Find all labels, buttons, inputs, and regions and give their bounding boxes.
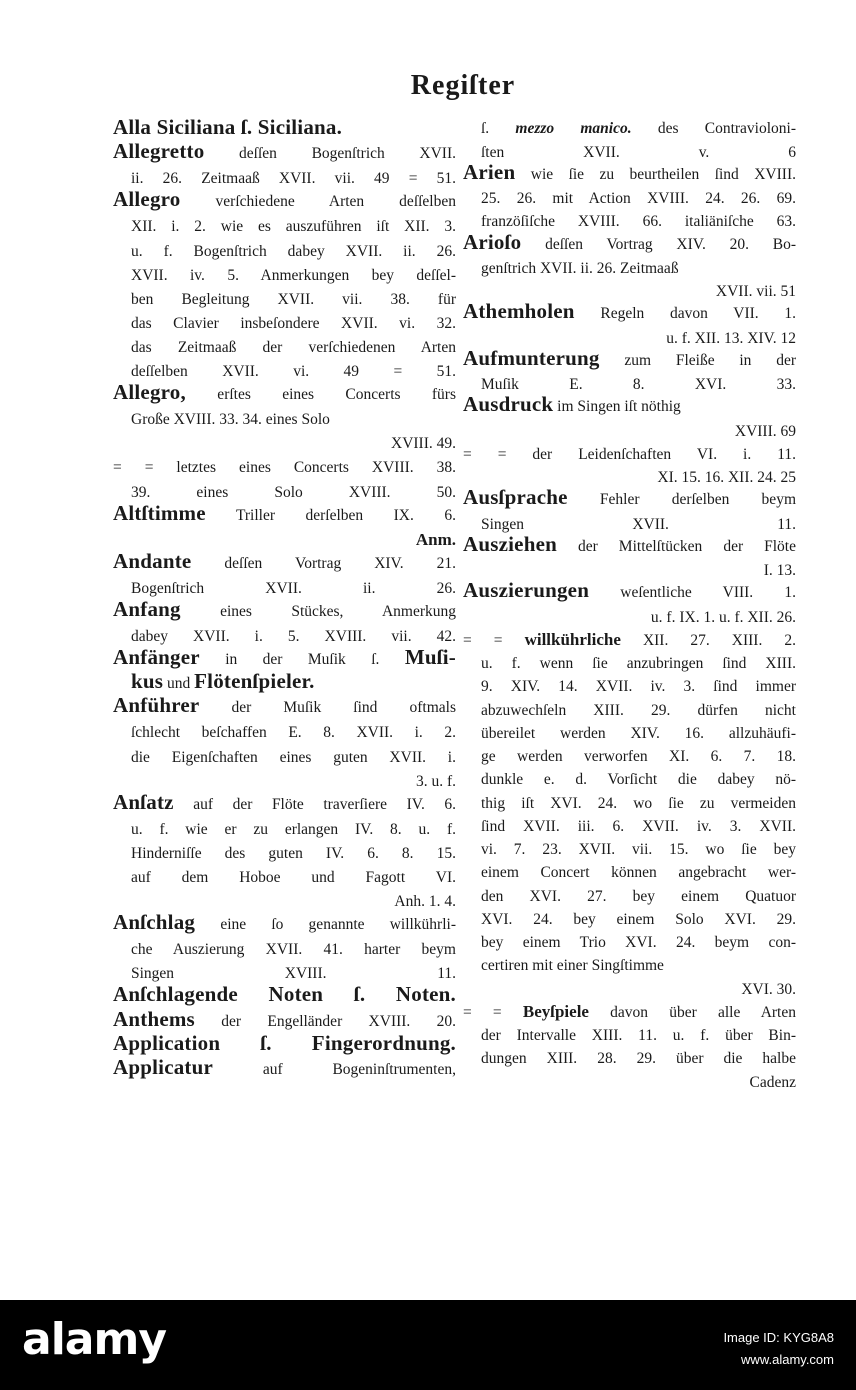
index-line — [113, 357, 456, 381]
index-headword: Alla Siciliana ſ. Siciliana. — [113, 115, 343, 140]
index-headword: Altſtimme — [113, 500, 206, 525]
index-entry-text: erſtes eines Concerts fürs — [185, 386, 456, 404]
index-line-text — [113, 549, 456, 574]
index-entry-text: übereilet werden XIV. 16. allzuhäufi- — [481, 724, 796, 742]
index-left-column — [113, 116, 456, 1080]
index-line-text — [113, 597, 456, 622]
index-line-text — [463, 485, 796, 510]
index-line-text — [481, 888, 796, 906]
index-line-text — [113, 115, 456, 140]
index-entry-text: = = — [463, 1003, 523, 1021]
index-line-text — [463, 630, 796, 650]
index-line-text — [481, 1050, 796, 1068]
index-headword: Anſatz — [113, 789, 174, 814]
index-headword: Arioſo — [463, 229, 522, 254]
index-headword: Ausdruck — [463, 392, 554, 417]
index-line — [463, 464, 796, 487]
index-line-text — [131, 170, 456, 188]
index-line-text — [463, 981, 796, 999]
index-line — [463, 278, 796, 301]
index-line-text — [131, 628, 456, 646]
index-entry-text: Singen XVIII. 11. — [131, 965, 456, 983]
page-title: Regiſter — [410, 70, 516, 101]
index-line-text — [131, 580, 456, 598]
index-entry-text: XVI. 30. — [741, 980, 796, 998]
index-entry-text: einem Concert können angebracht wer- — [481, 864, 796, 882]
index-line-text — [481, 748, 796, 766]
index-line — [113, 791, 456, 815]
index-line-text — [131, 291, 456, 309]
index-line — [463, 906, 796, 929]
index-entry-text: zum Fleiße in der — [599, 351, 796, 369]
index-headword: Anſchlagende Noten ſ. Noten. — [113, 982, 456, 1007]
index-right-column — [463, 115, 796, 1092]
index-line-text — [463, 446, 796, 464]
index-line — [463, 952, 796, 975]
index-entry-text: = = der Leidenſchaften VI. i. 11. — [463, 445, 796, 463]
alamy-logo: alamy — [22, 1314, 166, 1365]
index-entry-text: weſentliche VIII. 1. — [589, 584, 796, 602]
index-line-text — [481, 771, 796, 789]
index-line — [463, 159, 796, 185]
index-line-text — [481, 655, 796, 673]
index-entry-text: ſten XVII. v. 6 — [481, 143, 796, 161]
index-line — [463, 255, 796, 278]
index-line — [113, 212, 456, 236]
index-line — [463, 789, 796, 812]
index-line-text — [463, 578, 796, 603]
index-line-text — [113, 645, 456, 670]
index-line — [113, 261, 456, 285]
index-entry-text: franzöſiſche XVIII. 66. italiäniſche 63. — [481, 213, 796, 231]
index-entry-text: auf Bogeninſtrumenten, — [213, 1060, 456, 1078]
index-subheadword: Anm. — [415, 529, 456, 549]
index-entry-text: ſchlecht beſchaffen E. 8. XVII. i. 2. — [131, 724, 456, 742]
index-line — [113, 646, 456, 670]
index-line — [113, 1007, 456, 1031]
index-line-text — [131, 411, 456, 429]
index-line — [113, 767, 456, 791]
index-line — [113, 453, 456, 477]
index-line-text — [131, 941, 456, 959]
index-entry-text: XII. i. 2. wie es auszuführen iſt XII. 3. — [131, 218, 456, 236]
index-entry-text: den XVI. 27. bey einem Quatuor — [481, 887, 796, 905]
index-entry-text: ii. 26. Zeitmaaß XVII. vii. 49 = 51. — [131, 170, 456, 188]
index-line — [113, 236, 456, 260]
index-entry-text: verſchiedene Arten deſſelben — [180, 193, 456, 211]
index-line — [463, 882, 796, 905]
index-entry-text: deſſen Vortrag XIV. 21. — [191, 554, 456, 572]
index-entry-text: u. f. wenn ſie anzubringen ſind XIII. — [481, 655, 796, 672]
index-line — [113, 622, 456, 646]
index-entry-text: eines Stückes, Anmerkung — [180, 602, 456, 620]
index-line-text — [113, 693, 456, 718]
index-line-text — [131, 484, 456, 502]
index-line — [463, 1022, 796, 1045]
index-entry-text: genſtrich XVII. ii. 26. Zeitmaaß — [481, 259, 679, 277]
index-line — [113, 815, 456, 839]
index-line — [463, 324, 796, 347]
index-line — [113, 333, 456, 357]
index-headword: Anfänger — [113, 645, 200, 670]
index-headword: Allegretto — [113, 139, 205, 164]
index-line — [463, 743, 796, 766]
index-entry-text: deſſen Vortrag XIV. 20. Bo- — [521, 235, 796, 253]
index-headword: Anthems — [113, 1006, 195, 1031]
index-line — [463, 766, 796, 789]
index-line — [463, 185, 796, 208]
index-line — [113, 164, 456, 188]
index-entry-text: ſind XVII. iii. 6. XVII. iv. 3. XVII. — [481, 817, 796, 835]
index-line-text — [131, 243, 456, 261]
index-line — [463, 417, 796, 440]
index-headword: Aufmunterung — [463, 345, 600, 370]
index-entry-text: eine ſo genannte willkührli- — [195, 916, 456, 934]
index-entry-text: ben Begleitung XVII. vii. 38. für — [131, 290, 456, 308]
index-entry-text: der Mittelſtücken der Flöte — [556, 537, 796, 555]
index-line-text — [131, 724, 456, 742]
index-entry-text: davon über alle Arten — [588, 1003, 796, 1021]
index-line-text — [463, 532, 796, 557]
image-id-label: Image ID: KYG8A8 — [723, 1330, 834, 1345]
index-line — [113, 116, 456, 140]
index-line-text — [463, 299, 796, 324]
index-line-text — [481, 957, 796, 975]
index-line-text — [463, 346, 796, 371]
index-entry-text: bey einem Trio XVI. 24. beym con- — [481, 934, 796, 951]
index-line — [463, 138, 796, 161]
index-line-text — [131, 845, 456, 863]
index-entry-text: XI. 15. 16. XII. 24. 25 — [657, 469, 796, 486]
index-line-text — [481, 841, 796, 859]
index-entry-text: = = letztes eines Concerts XVIII. 38. — [113, 459, 456, 477]
index-entry-text: 25. 26. mit Action XVIII. 24. 26. 69. — [481, 190, 796, 207]
index-line-text — [131, 821, 456, 839]
index-entry-text: certiren mit einer Singſtimme — [481, 957, 664, 975]
index-entry-text: I. 13. — [763, 562, 796, 579]
index-line — [463, 115, 796, 138]
index-headword: Arien — [463, 159, 516, 184]
index-headword: Ausziehen — [463, 531, 557, 556]
index-headword: Anfang — [113, 596, 181, 621]
index-line-text — [131, 749, 456, 767]
index-line — [463, 627, 796, 650]
index-entry-text: wie ſie zu beurtheilen ſind XVIII. — [515, 165, 796, 183]
index-line — [463, 208, 796, 231]
index-line-text — [481, 818, 796, 836]
index-line-text — [481, 702, 796, 720]
index-headword: Anführer — [113, 693, 200, 718]
index-entry-text: XVIII. 49. — [391, 435, 456, 453]
index-line-text — [113, 501, 456, 526]
index-line-text — [131, 965, 456, 983]
index-entry-text: auf dem Hoboe und Fagott VI. — [131, 869, 456, 886]
index-entry-text: Regeln davon VII. 1. — [574, 305, 796, 323]
index-line-text — [131, 339, 456, 357]
index-entry-text: Hinderniſſe des guten IV. 6. 8. 15. — [131, 844, 456, 862]
index-line — [463, 650, 796, 673]
index-entry-text: ſ. — [481, 120, 516, 138]
index-entry-text: XVII. iv. 5. Anmerkungen bey deſſel- — [131, 266, 456, 284]
index-line — [463, 1045, 796, 1068]
index-line — [463, 859, 796, 882]
index-subheadword: Beyſpiele — [522, 1001, 589, 1021]
index-line — [463, 929, 796, 952]
index-entry-text: Singen XVII. 11. — [481, 515, 796, 533]
index-headword: Auszierungen — [463, 578, 590, 603]
index-line-text — [113, 459, 456, 477]
index-line — [113, 188, 456, 212]
index-line-text — [463, 160, 796, 185]
index-line-text — [131, 267, 456, 285]
index-entry-text: u. f. XII. 13. XIV. 12 — [666, 329, 796, 347]
index-line-text — [481, 260, 796, 278]
index-headword: Andante — [113, 548, 192, 573]
index-entry-text: che Auszierung XVII. 41. harter beym — [131, 941, 456, 959]
index-entry-text: das Zeitmaaß der verſchiedenen Arten — [131, 338, 456, 356]
index-line-text — [481, 120, 796, 138]
index-entry-text: 9. XIV. 14. XVII. iv. 3. ſind immer — [481, 678, 796, 696]
index-line — [113, 574, 456, 598]
index-line — [113, 598, 456, 622]
index-entry-text: 39. eines Solo XVIII. 50. — [131, 483, 456, 501]
index-line — [463, 975, 796, 998]
index-line — [113, 839, 456, 863]
index-line — [113, 309, 456, 333]
index-line-text — [113, 139, 456, 164]
index-line-text — [481, 678, 796, 696]
index-entry-text: dunkle e. d. Vorſicht die dabey nö- — [481, 771, 796, 789]
index-entry-text: das Clavier insbeſondere XVII. vi. 32. — [131, 314, 456, 332]
index-entry-text: XVIII. 69 — [734, 422, 796, 440]
index-entry-text: deſſelben XVII. vi. 49 = 51. — [131, 363, 456, 381]
index-line-text — [481, 934, 796, 952]
index-headword: Application ſ. Fingerordnung. — [113, 1030, 456, 1055]
index-line-text — [113, 790, 456, 815]
index-line — [463, 487, 796, 510]
index-line-text — [131, 315, 456, 333]
index-entry-text: und — [163, 675, 195, 693]
index-line-text — [131, 218, 456, 236]
index-entry-text: u. f. IX. 1. u. f. XII. 26. — [650, 608, 796, 626]
index-headword: Muſi- — [404, 645, 456, 670]
index-line — [113, 550, 456, 574]
index-line — [113, 670, 456, 694]
index-line — [113, 381, 456, 405]
index-line-text — [113, 982, 456, 1007]
index-line — [113, 477, 456, 501]
index-subheadword: willkührliche — [524, 629, 621, 649]
index-line-text — [481, 190, 796, 208]
index-line — [463, 999, 796, 1022]
index-entry-text: der Muſik ſind oftmals — [199, 699, 456, 717]
index-entry-text: im Singen iſt nöthig — [553, 398, 681, 416]
index-entry-text: Große XVIII. 33. 34. eines Solo — [131, 411, 330, 429]
index-line-text — [481, 795, 796, 813]
index-line — [463, 371, 796, 394]
index-line — [113, 526, 456, 550]
index-line — [113, 983, 456, 1007]
index-line — [113, 863, 456, 887]
index-line-text — [113, 530, 456, 550]
index-line — [463, 231, 796, 254]
index-line-text — [463, 1074, 796, 1092]
index-entry-text: thig iſt XVI. 24. wo ſie zu vermeiden — [481, 794, 796, 812]
index-entry-text: auf der Flöte traverſiere IV. 6. — [173, 795, 456, 813]
index-line — [463, 696, 796, 719]
index-entry-text: abzuwechſeln XIII. 29. dürfen nicht — [481, 701, 796, 719]
index-line-text — [463, 609, 796, 627]
index-headword: kus — [131, 669, 164, 694]
stock-watermark-banner — [0, 1300, 856, 1390]
index-line-text — [481, 1027, 796, 1045]
index-line — [463, 345, 796, 371]
index-line-text — [113, 1007, 456, 1032]
index-line — [113, 694, 456, 718]
index-line-text — [131, 869, 456, 887]
index-line — [463, 836, 796, 859]
index-entry-text: des Contravioloni- — [631, 120, 796, 138]
index-entry-text: XVII. vii. 51 — [715, 283, 796, 300]
index-line — [113, 887, 456, 911]
index-line — [113, 959, 456, 983]
index-line-text — [481, 725, 796, 743]
index-headword: Allegro, — [113, 380, 186, 405]
index-line — [463, 1068, 796, 1091]
index-line — [463, 557, 796, 580]
index-line — [463, 673, 796, 696]
index-entry-text: ge werden verworfen XI. 6. 7. 18. — [481, 748, 796, 765]
index-entry-text: dungen XIII. 28. 29. über die halbe — [481, 1050, 796, 1068]
index-headword: Anſchlag — [113, 910, 196, 935]
index-line-text — [113, 910, 456, 935]
index-entry-text: deſſen Bogenſtrich XVII. — [204, 145, 456, 163]
index-entry-text: der Engelländer XVIII. 20. — [194, 1012, 456, 1030]
index-line-text — [463, 230, 796, 255]
index-line-text — [113, 435, 456, 453]
index-line — [463, 531, 796, 557]
index-entry-text: die Eigenſchaften eines guten XVII. i. — [131, 748, 456, 766]
index-line-text — [481, 864, 796, 882]
index-line-text — [113, 773, 456, 791]
index-entry-text: vi. 7. 23. XVII. vii. 15. wo ſie bey — [481, 841, 796, 858]
index-headword: Athemholen — [463, 299, 575, 324]
index-line — [463, 720, 796, 743]
index-line — [463, 510, 796, 533]
index-line — [113, 742, 456, 766]
index-headword: Allegro — [113, 187, 181, 212]
index-entry-text: Cadenz — [749, 1073, 796, 1091]
index-entry-text: XVI. 24. bey einem Solo XVI. 29. — [481, 910, 796, 928]
index-entry-text: Muſik E. 8. XVI. 33. — [481, 376, 796, 393]
index-line — [463, 441, 796, 464]
index-entry-text: der Intervalle XIII. 11. u. f. über Bin- — [481, 1027, 796, 1044]
index-headword: Ausſprache — [463, 485, 568, 510]
index-line-text — [113, 380, 456, 405]
index-line — [113, 718, 456, 742]
index-line — [113, 140, 456, 164]
index-entry-text: = = — [463, 631, 525, 649]
index-line — [463, 301, 796, 324]
index-entry-text: u. f. Bogenſtrich dabey XVII. ii. 26. — [131, 242, 456, 260]
index-entry-text: XII. 27. XIII. 2. — [620, 631, 797, 649]
index-headword: Applicatur — [113, 1054, 214, 1079]
index-line-text — [113, 187, 456, 212]
index-line — [113, 502, 456, 526]
index-entry-text: Fehler derſelben beym — [567, 491, 796, 509]
index-entry-text: 3. u. f. — [415, 772, 456, 790]
index-line — [113, 935, 456, 959]
index-line — [113, 405, 456, 429]
index-entry-text: Anh. 1. 4. — [394, 893, 456, 911]
index-line-text — [463, 1002, 796, 1022]
index-line-text — [131, 363, 456, 381]
index-entry-text: Triller derſelben IX. 6. — [205, 506, 456, 524]
index-line — [463, 394, 796, 417]
index-entry-text: in der Muſik ſ. — [199, 651, 405, 669]
site-url-label: www.alamy.com — [741, 1352, 834, 1367]
index-line-text — [113, 893, 456, 911]
index-line — [113, 911, 456, 935]
index-headword: Flötenſpieler. — [194, 669, 315, 694]
index-line — [113, 1056, 456, 1080]
index-line-text — [113, 1055, 456, 1080]
index-line-text — [481, 911, 796, 929]
index-line — [463, 813, 796, 836]
index-line-text — [113, 1031, 456, 1056]
index-line — [463, 580, 796, 603]
index-entry-text: u. f. wie er zu erlangen IV. 8. u. f. — [131, 820, 456, 838]
index-line — [113, 429, 456, 453]
index-entry-text: Bogenſtrich XVII. ii. 26. — [131, 579, 456, 597]
index-entry-text: dabey XVII. i. 5. XVIII. vii. 42. — [131, 628, 456, 646]
index-line-text — [131, 669, 456, 694]
index-entry-text: mezzo manico. — [515, 120, 632, 138]
index-line — [113, 285, 456, 309]
index-line-text — [463, 423, 796, 441]
index-line — [463, 603, 796, 626]
index-line — [113, 1032, 456, 1056]
index-line-text — [463, 392, 796, 417]
